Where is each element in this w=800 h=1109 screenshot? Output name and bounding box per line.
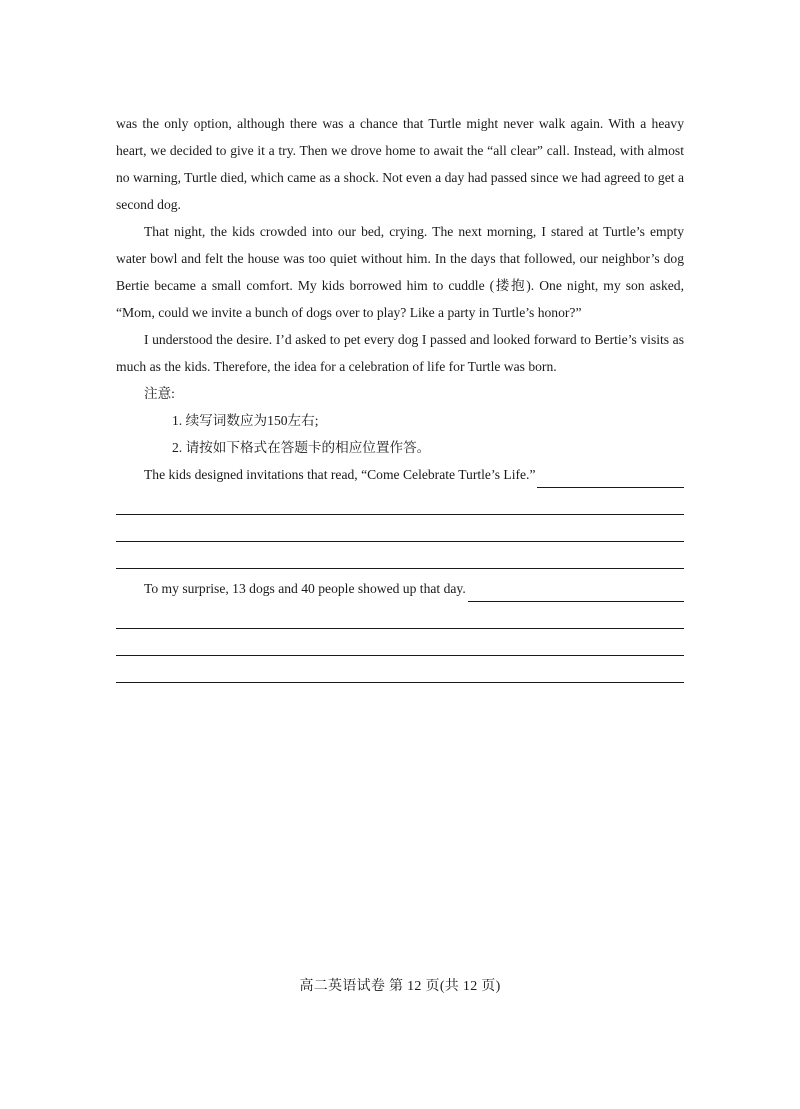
answer-starter-2: To my surprise, 13 dogs and 40 people showed up that day. [144,581,466,596]
answer-line-1c[interactable] [116,542,684,569]
page-footer: 高二英语试卷 第 12 页(共 12 页) [299,979,501,994]
passage-paragraph-3: I understood the desire. I’d asked to pet every dog I passed and looked forward to Bertie’s visits as much as the kids. Therefore, the idea for a celebration of life for Turtle was born. [116,332,684,374]
answer-line-1b[interactable] [116,515,684,542]
answer-line-2b[interactable] [116,629,684,656]
note-item-1: 1. 续写词数应为150左右; [172,413,319,428]
answer-line-2a[interactable] [116,602,684,629]
answer-blank-2-start[interactable] [468,582,684,602]
answer-line-2c[interactable] [116,656,684,683]
note-item-2: 2. 请按如下格式在答题卡的相应位置作答。 [172,440,431,455]
notes-label: 注意: [144,386,175,401]
passage-paragraph-1: was the only option, although there was a chance that Turtle might never walk again. With a heavy heart, we decided to give it a try. Then we drove home to await the “all clear” call. Instead, with almost no warning, Turtle died, which came as a shock. Not even a day had passed since we had agreed to get a second dog. [116,116,684,212]
answer-starter-1-line [116,461,684,488]
answer-line-1a[interactable] [116,488,684,515]
answer-starter-1: The kids designed invitations that read, “Come Celebrate Turtle’s Life.” [144,467,536,482]
answer-blank-1-start[interactable] [537,468,684,488]
exam-content [116,110,684,683]
passage-paragraph-2: That night, the kids crowded into our bed, crying. The next morning, I stared at Turtle’s empty water bowl and felt the house was too quiet without him. In the days that followed, our neighbor’s dog Bertie became a small comfort. My kids borrowed him to cuddle (搂抱). One night, my son asked, “Mom, could we invite a bunch of dogs over to play? Like a party in Turtle’s honor?” [116,224,684,320]
answer-starter-2-line [116,575,684,602]
